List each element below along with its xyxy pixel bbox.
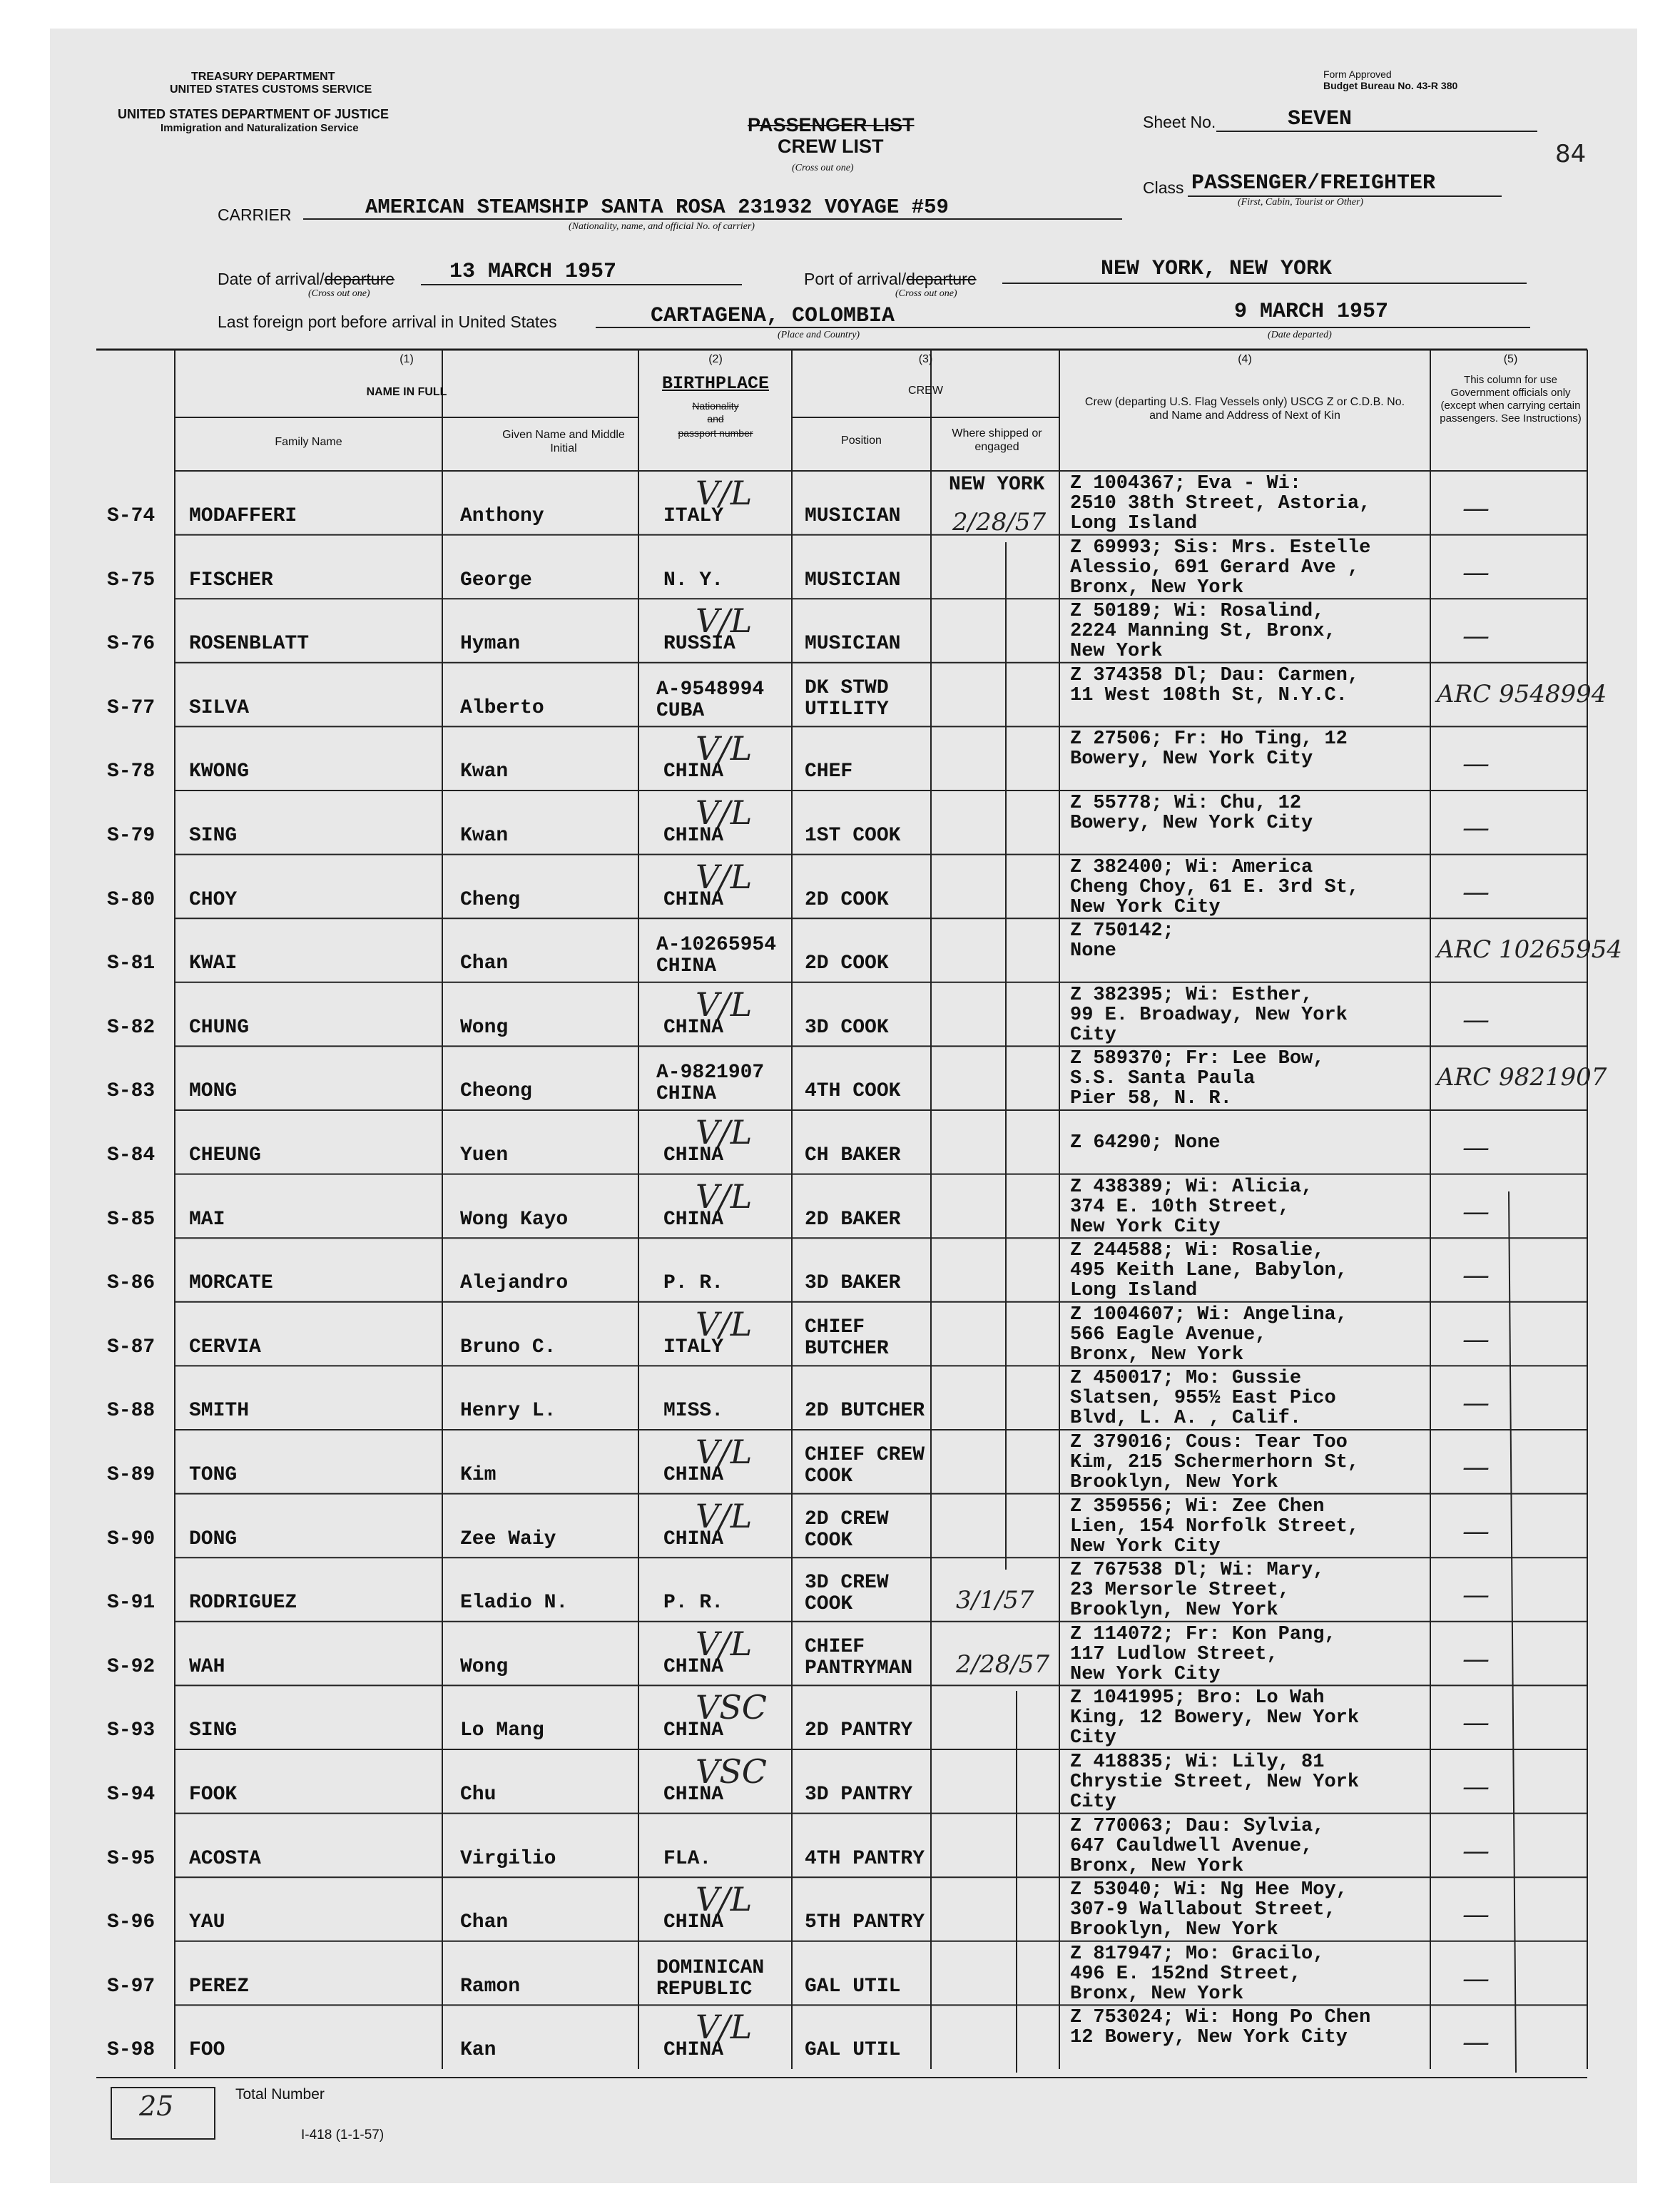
gov-note: ARC 9548994: [1437, 679, 1607, 708]
class-label: Class: [1143, 178, 1184, 197]
given-name: Hyman: [460, 633, 521, 656]
birthplace: P. R.: [663, 1592, 724, 1615]
position: CHIEF CREW: [805, 1444, 925, 1466]
col4-number: (4): [1238, 353, 1252, 365]
check-mark: —: [1462, 1642, 1490, 1674]
row-label: S-96: [107, 1911, 156, 1934]
last-port-caption: (Place and Country): [778, 330, 860, 340]
next-of-kin: Z 418835; Wi: Lily, 81 Chrystie Street, New York City: [1070, 1752, 1360, 1813]
birthplace: ITALY: [663, 1336, 724, 1358]
position: MUSICIAN: [805, 505, 901, 527]
row-label: S-77: [107, 696, 156, 719]
given-name: George: [460, 569, 532, 591]
position: UTILITY: [805, 698, 889, 721]
family-name: SMITH: [189, 1400, 250, 1423]
department-of-justice: UNITED STATES DEPARTMENT OF JUSTICE: [118, 107, 390, 121]
check-mark: —: [1462, 2026, 1490, 2058]
birthplace: CHINA: [663, 1016, 724, 1039]
col5-number: (5): [1503, 353, 1518, 365]
given-name: Yuen: [460, 1144, 509, 1167]
where-shipped-date: 3/1/57: [956, 1586, 1034, 1615]
row-label: S-98: [107, 2039, 156, 2062]
check-mark: —: [1462, 1771, 1490, 1802]
check-mark: —: [1462, 1259, 1490, 1291]
position: CHEF: [805, 761, 853, 783]
verified-mark: V/L: [696, 474, 753, 512]
given-name: Kwan: [460, 761, 509, 783]
check-mark: —: [1462, 812, 1490, 843]
verified-mark: V/L: [696, 1496, 753, 1535]
check-mark: —: [1462, 1962, 1490, 1994]
given-name: Wong: [460, 1016, 509, 1039]
budget-bureau: Budget Bureau No. 43-R 380: [1323, 80, 1458, 91]
position: 3D PANTRY: [805, 1784, 913, 1806]
form-approved: Form Approved: [1323, 68, 1392, 80]
last-port-label: Last foreign port before arrival in United States: [218, 312, 557, 331]
customs-service: UNITED STATES CUSTOMS SERVICE: [170, 83, 372, 96]
family-name: MAI: [189, 1208, 225, 1231]
given-name: Cheong: [460, 1080, 532, 1103]
given-name: Wong: [460, 1655, 509, 1678]
where-shipped-header: Where shipped or engaged: [952, 427, 1042, 453]
row-label: S-82: [107, 1016, 156, 1039]
date-label-arrival: Date of arrival/: [218, 270, 325, 288]
check-mark: —: [1462, 492, 1490, 524]
check-mark: —: [1462, 1515, 1490, 1547]
class-caption: (First, Cabin, Tourist or Other): [1238, 197, 1364, 208]
verified-mark: V/L: [696, 601, 753, 641]
passenger-list-title: PASSENGER LIST: [748, 114, 915, 136]
row-label: S-80: [107, 888, 156, 911]
family-name: CHUNG: [189, 1016, 250, 1039]
nationality-header: Nationality: [692, 400, 739, 412]
birthplace: CHINA: [663, 2039, 724, 2062]
given-name: Eladio N.: [460, 1592, 569, 1615]
verified-mark: V/L: [696, 985, 753, 1024]
next-of-kin: Z 69993; Sis: Mrs. Estelle Alessio, 691 Gerard Ave , Bronx, New York: [1070, 537, 1371, 599]
date-departed: 9 MARCH 1957: [1234, 300, 1389, 324]
check-mark: —: [1462, 748, 1490, 780]
row-label: S-95: [107, 1847, 156, 1870]
row-label: S-92: [107, 1655, 156, 1678]
port-label-departure: departure: [906, 270, 977, 288]
where-shipped-date: 2/28/57: [952, 508, 1047, 537]
family-name: MONG: [189, 1080, 238, 1103]
birthplace: CHINA: [663, 888, 724, 911]
check-mark: —: [1462, 1387, 1490, 1419]
check-mark: —: [1462, 1003, 1490, 1035]
port-label: [804, 270, 977, 289]
given-name: Chan: [460, 1911, 509, 1934]
verified-mark: V/L: [696, 1880, 753, 1919]
family-name: RODRIGUEZ: [189, 1592, 297, 1615]
verified-mark: V/L: [696, 793, 753, 832]
col2-number: (2): [708, 353, 723, 365]
position: 4TH COOK: [805, 1080, 901, 1103]
position-header: Position: [841, 434, 882, 447]
date-underline: [421, 284, 742, 285]
position: CHIEF: [805, 1316, 865, 1338]
birthplace: CHINA: [663, 825, 724, 847]
birthplace: CHINA: [656, 1083, 717, 1106]
next-of-kin: Z 589370; Fr: Lee Bow, S.S. Santa Paula Pier 58, N. R.: [1070, 1048, 1325, 1110]
birthplace: CHINA: [663, 761, 724, 783]
given-name: Alberto: [460, 696, 544, 719]
given-name: Bruno C.: [460, 1336, 556, 1358]
family-name: FOO: [189, 2039, 225, 2062]
given-name: Chu: [460, 1784, 497, 1806]
and-header: and: [707, 413, 724, 425]
row-label: S-75: [107, 569, 156, 591]
row-label: S-94: [107, 1784, 156, 1806]
next-of-kin: Z 53040; Wi: Ng Hee Moy, 307-9 Wallabout Street, Brooklyn, New York: [1070, 1879, 1348, 1941]
given-name: Anthony: [460, 505, 544, 527]
next-of-kin: Z 382400; Wi: America Cheng Choy, 61 E. 3rd St, New York City: [1070, 856, 1360, 918]
row-label: S-86: [107, 1272, 156, 1295]
row-label: S-83: [107, 1080, 156, 1103]
row-label: S-89: [107, 1464, 156, 1486]
position: 2D PANTRY: [805, 1719, 913, 1742]
position: COOK: [805, 1529, 853, 1552]
verified-mark: V/L: [696, 729, 753, 768]
given-name: Ramon: [460, 1975, 521, 1998]
cross-out-caption: (Cross out one): [792, 163, 854, 173]
family-name: CHEUNG: [189, 1144, 261, 1167]
next-of-kin: Z 244588; Wi: Rosalie, 495 Keith Lane, Babylon, Long Island: [1070, 1240, 1348, 1302]
row-label: S-91: [107, 1592, 156, 1615]
port-underline: [1002, 283, 1527, 284]
given-name-header: Given Name and Middle Initial: [502, 429, 625, 454]
position: CH BAKER: [805, 1144, 901, 1167]
next-of-kin: Z 64290; None: [1070, 1132, 1221, 1154]
next-of-kin: Z 438389; Wi: Alicia, 374 E. 10th Street, New York City: [1070, 1176, 1313, 1238]
position: 3D BAKER: [805, 1272, 901, 1295]
port-label-arrival: Port of arrival/: [804, 270, 907, 288]
check-mark: —: [1462, 1132, 1490, 1163]
position: 2D BUTCHER: [805, 1400, 925, 1423]
birthplace: CUBA: [656, 699, 705, 722]
col4-title: Crew (departing U.S. Flag Vessels only) USCG Z or C.D.B. No. and Name and Address of Next of Kin: [1084, 396, 1405, 422]
next-of-kin: Z 379016; Cous: Tear Too Kim, 215 Schermerhorn St, Brooklyn, New York: [1070, 1432, 1360, 1493]
given-name: Kim: [460, 1464, 497, 1486]
birthplace: N. Y.: [663, 569, 724, 591]
birthplace-header: BIRTHPLACE: [661, 373, 770, 394]
family-name: ACOSTA: [189, 1847, 261, 1870]
check-mark: —: [1462, 1707, 1490, 1739]
check-mark: —: [1462, 620, 1490, 652]
port-value: NEW YORK, NEW YORK: [1101, 257, 1333, 281]
position: COOK: [805, 1465, 853, 1488]
family-name: PEREZ: [189, 1975, 250, 1998]
row-label: S-85: [107, 1208, 156, 1231]
passport-header: passport number: [678, 427, 753, 439]
verified-mark: V/L: [696, 857, 753, 896]
position: 3D COOK: [805, 1016, 889, 1039]
given-name: Virgilio: [460, 1847, 556, 1870]
date-value: 13 MARCH 1957: [449, 260, 617, 284]
next-of-kin: Z 817947; Mo: Gracilo, 496 E. 152nd Street, Bronx, New York: [1070, 1943, 1325, 2005]
position: 2D BAKER: [805, 1208, 901, 1231]
verified-mark: V/L: [696, 1176, 753, 1216]
birthplace: CHINA: [656, 955, 717, 978]
ins-service: Immigration and Naturalization Service: [161, 122, 359, 134]
check-mark: —: [1462, 1834, 1490, 1866]
check-mark: —: [1462, 1195, 1490, 1227]
family-name: ROSENBLATT: [189, 633, 310, 656]
family-name: DONG: [189, 1528, 238, 1550]
next-of-kin: Z 770063; Dau: Sylvia, 647 Cauldwell Avenue, Bronx, New York: [1070, 1815, 1325, 1877]
check-mark: —: [1462, 1579, 1490, 1611]
given-name: Henry L.: [460, 1400, 556, 1423]
date-label-departure: departure: [324, 270, 395, 288]
next-of-kin: Z 374358 Dl; Dau: Carmen, 11 West 108th St, N.Y.C.: [1070, 664, 1360, 706]
class-value: PASSENGER/FREIGHTER: [1191, 171, 1436, 195]
form-number: I-418 (1-1-57): [301, 2128, 385, 2143]
birthplace: MISS.: [663, 1400, 724, 1423]
next-of-kin: Z 1041995; Bro: Lo Wah King, 12 Bowery, New York City: [1070, 1687, 1360, 1749]
sheet-value: SEVEN: [1288, 107, 1353, 131]
birthplace: CHINA: [663, 1208, 724, 1231]
port-cross-out: (Cross out one): [895, 288, 957, 299]
crew-list-title: CREW LIST: [778, 136, 884, 157]
next-of-kin: Z 450017; Mo: Gussie Slatsen, 955½ East Pico Blvd, L. A. , Calif.: [1070, 1368, 1336, 1430]
check-mark: —: [1462, 1451, 1490, 1483]
birthplace: CHINA: [663, 1464, 724, 1486]
where-shipped-date: 2/28/57: [956, 1650, 1050, 1679]
sheet-underline: [1216, 131, 1537, 132]
col1-number: (1): [399, 353, 414, 365]
col1-title: NAME IN FULL: [366, 386, 447, 398]
next-of-kin: Z 1004367; Eva - Wi: 2510 38th Street, Astoria, Long Island: [1070, 473, 1371, 534]
verified-mark: V/L: [696, 1304, 753, 1343]
col5-title: This column for use Government officials only (except when carrying certain passengers. See Instructions): [1440, 374, 1582, 425]
birthplace: RUSSIA: [663, 633, 735, 656]
carrier-underline: [303, 218, 1122, 220]
position: CHIEF: [805, 1635, 865, 1658]
crew-header: CREW: [908, 385, 943, 397]
family-name: MORCATE: [189, 1272, 273, 1295]
family-name: WAH: [189, 1655, 225, 1678]
next-of-kin: Z 55778; Wi: Chu, 12 Bowery, New York City: [1070, 793, 1313, 834]
birthplace: CHINA: [663, 1784, 724, 1806]
position: 2D CREW: [805, 1508, 889, 1530]
next-of-kin: Z 753024; Wi: Hong Po Chen 12 Bowery, New York City: [1070, 2007, 1371, 2049]
next-of-kin: Z 767538 Dl; Wi: Mary, 23 Mersorle Street, Brooklyn, New York: [1070, 1560, 1325, 1622]
given-name: Kan: [460, 2039, 497, 2062]
given-name: Zee Waiy: [460, 1528, 556, 1550]
row-label: S-81: [107, 952, 156, 975]
position: GAL UTIL: [805, 2039, 901, 2062]
position: MUSICIAN: [805, 569, 901, 591]
next-of-kin: Z 114072; Fr: Kon Pang, 117 Ludlow Street, New York City: [1070, 1623, 1336, 1685]
position: COOK: [805, 1593, 853, 1616]
row-label: S-74: [107, 505, 156, 527]
carrier-value: AMERICAN STEAMSHIP SANTA ROSA 231932 VOYAGE #59: [365, 195, 949, 219]
position: 1ST COOK: [805, 825, 901, 847]
check-mark: —: [1462, 556, 1490, 588]
verified-mark: V/L: [696, 2008, 753, 2047]
row-label: S-79: [107, 825, 156, 847]
family-name: SING: [189, 825, 238, 847]
position: 2D COOK: [805, 888, 889, 911]
given-name: Cheng: [460, 888, 521, 911]
last-port-underline: [596, 327, 1530, 328]
treasury-department: TREASURY DEPARTMENT: [191, 71, 335, 83]
total-value: 25: [139, 2090, 174, 2122]
given-name: Wong Kayo: [460, 1208, 569, 1231]
gov-note: ARC 9821907: [1437, 1063, 1607, 1092]
next-of-kin: Z 27506; Fr: Ho Ting, 12 Bowery, New York City: [1070, 728, 1348, 771]
position: BUTCHER: [805, 1337, 889, 1360]
verified-mark: VSC: [696, 1752, 767, 1791]
birthplace-note: DOMINICAN: [656, 1956, 765, 1979]
given-name: Alejandro: [460, 1272, 569, 1295]
family-name: YAU: [189, 1911, 225, 1934]
next-of-kin: Z 359556; Wi: Zee Chen Lien, 154 Norfolk Street, New York City: [1070, 1495, 1360, 1557]
row-label: S-87: [107, 1336, 156, 1358]
sheet-label: Sheet No.: [1143, 113, 1216, 131]
family-name: KWONG: [189, 761, 250, 783]
next-of-kin: Z 750142; None: [1070, 920, 1174, 962]
birthplace: REPUBLIC: [656, 1978, 753, 2001]
family-name: FOOK: [189, 1784, 238, 1806]
position: MUSICIAN: [805, 633, 901, 656]
col3-number: (3): [918, 353, 933, 365]
position: 3D CREW: [805, 1572, 889, 1595]
date-departed-caption: (Date departed): [1268, 330, 1332, 340]
family-name: CERVIA: [189, 1336, 261, 1358]
family-name: FISCHER: [189, 569, 273, 591]
birthplace: CHINA: [663, 1911, 724, 1934]
birthplace: CHINA: [663, 1719, 724, 1742]
row-label: S-76: [107, 633, 156, 656]
next-of-kin: Z 382395; Wi: Esther, 99 E. Broadway, New York City: [1070, 984, 1348, 1046]
given-name: Chan: [460, 952, 509, 975]
row-label: S-88: [107, 1400, 156, 1423]
next-of-kin: Z 50189; Wi: Rosalind, 2224 Manning St, Bronx, New York: [1070, 601, 1336, 663]
family-name: SILVA: [189, 696, 250, 719]
birthplace: CHINA: [663, 1144, 724, 1167]
position: DK STWD: [805, 676, 889, 699]
date-cross-out: (Cross out one): [308, 288, 370, 299]
birthplace-note: A-9821907: [656, 1062, 765, 1084]
row-label: S-90: [107, 1528, 156, 1550]
given-name: Lo Mang: [460, 1719, 544, 1742]
position: 5TH PANTRY: [805, 1911, 925, 1934]
birthplace: ITALY: [663, 505, 724, 527]
position: 4TH PANTRY: [805, 1847, 925, 1870]
check-mark: —: [1462, 1323, 1490, 1355]
date-label: [218, 270, 394, 289]
row-label: S-93: [107, 1719, 156, 1742]
position: 2D COOK: [805, 952, 889, 975]
next-of-kin: Z 1004607; Wi: Angelina, 566 Eagle Avenue, Bronx, New York: [1070, 1303, 1348, 1366]
birthplace-note: A-10265954: [656, 934, 777, 957]
check-mark: —: [1462, 875, 1490, 908]
family-name: TONG: [189, 1464, 238, 1486]
where-shipped: NEW YORK: [949, 474, 1045, 496]
row-label: S-84: [107, 1144, 156, 1167]
verified-mark: V/L: [696, 1433, 753, 1471]
carrier-caption: (Nationality, name, and official No. of carrier): [569, 221, 755, 232]
verified-mark: V/L: [696, 1113, 753, 1152]
gov-note: ARC 10265954: [1437, 935, 1623, 965]
position: PANTRYMAN: [805, 1657, 913, 1679]
verified-mark: V/L: [696, 1624, 753, 1663]
family-name: MODAFFERI: [189, 505, 297, 527]
birthplace-note: A-9548994: [656, 678, 765, 701]
family-name: CHOY: [189, 888, 238, 911]
carrier-label: CARRIER: [218, 205, 292, 224]
birthplace: FLA.: [663, 1847, 712, 1870]
birthplace: CHINA: [663, 1528, 724, 1550]
row-label: S-97: [107, 1975, 156, 1998]
row-label: S-78: [107, 761, 156, 783]
family-name: SING: [189, 1719, 238, 1742]
page-number: 84: [1555, 140, 1587, 168]
family-name-header: Family Name: [275, 436, 342, 448]
given-name: Kwan: [460, 825, 509, 847]
birthplace: P. R.: [663, 1272, 724, 1295]
position: GAL UTIL: [805, 1975, 901, 1998]
check-mark: —: [1462, 1899, 1490, 1931]
total-label: Total Number: [235, 2086, 325, 2103]
last-port-value: CARTAGENA, COLOMBIA: [651, 304, 895, 328]
birthplace: CHINA: [663, 1655, 724, 1678]
verified-mark: VSC: [696, 1688, 767, 1727]
family-name: KWAI: [189, 952, 238, 975]
